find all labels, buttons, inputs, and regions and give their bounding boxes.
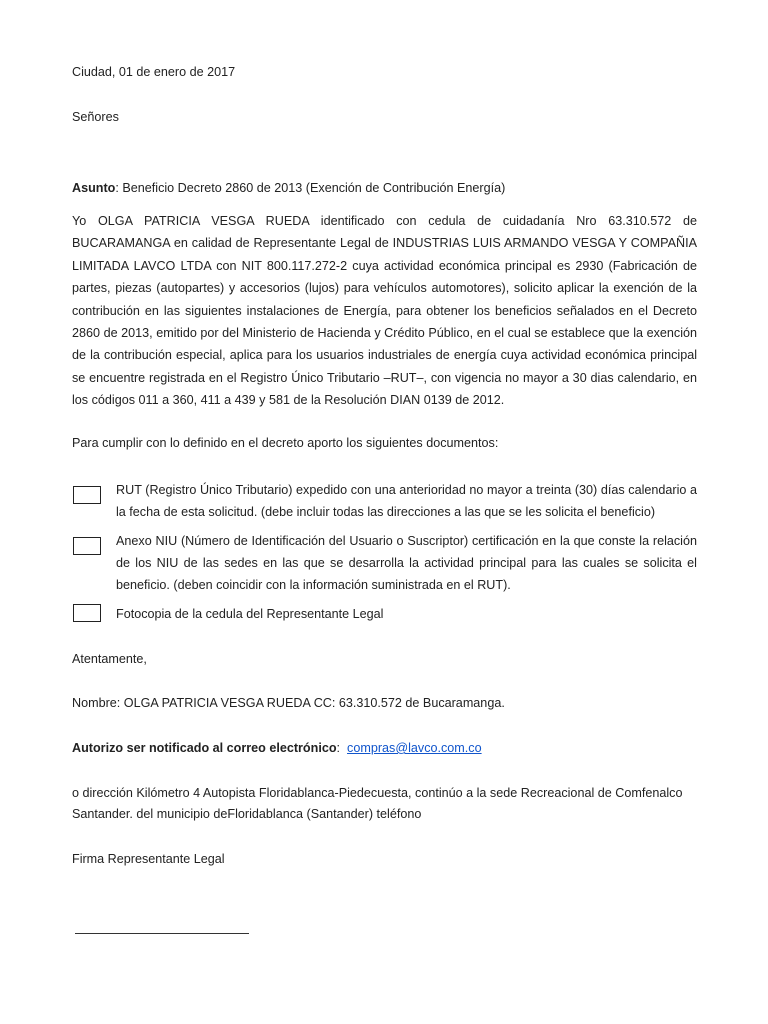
date-line: Ciudad, 01 de enero de 2017 <box>72 65 236 79</box>
email-label: Autorizo ser notificado al correo electrónico <box>72 741 337 755</box>
signature-label: Firma Representante Legal <box>72 852 225 866</box>
checkbox-niu[interactable] <box>73 537 101 555</box>
signature-line <box>75 933 249 934</box>
email-line <box>72 741 482 755</box>
documents-intro: Para cumplir con lo definido en el decreto aporto los siguientes documentos: <box>72 436 499 450</box>
subject-text: : Beneficio Decreto 2860 de 2013 (Exención de Contribución Energía) <box>115 181 506 195</box>
document-text-cedula: Fotocopia de la cedula del Representante Legal <box>116 607 384 621</box>
checkbox-rut[interactable] <box>73 486 101 504</box>
subject-label: Asunto <box>72 181 116 195</box>
address-line-2: Santander. del municipio deFloridablanca (Santander) teléfono <box>72 807 422 821</box>
name-line: Nombre: OLGA PATRICIA VESGA RUEDA CC: 63.310.572 de Bucaramanga. <box>72 696 505 710</box>
closing: Atentamente, <box>72 652 147 666</box>
email-separator: : <box>336 741 348 755</box>
document-text-niu: Anexo NIU (Número de Identificación del Usuario o Suscriptor) certificación en la que conste la relación de los NIU de las sedes en las que se desarrolla la actividad principal para las cuales se solicita el beneficio. (deben coincidir con la información suministrada en el RUT). <box>116 534 697 592</box>
subject-line <box>72 181 505 195</box>
document-text-rut: RUT (Registro Único Tributario) expedido con una anterioridad no mayor a treinta (30) días calendario a la fecha de esta solicitud. (debe incluir todas las direcciones a las que se les solicita el beneficio) <box>116 483 697 519</box>
checkbox-cedula[interactable] <box>73 604 101 622</box>
salutation: Señores <box>72 110 119 124</box>
email-link[interactable]: compras@lavco.com.co <box>347 741 482 755</box>
address-line-1: o dirección Kilómetro 4 Autopista Floridablanca-Piedecuesta, continúo a la sede Recreacional de Comfenalco <box>72 786 683 800</box>
body-paragraph: Yo OLGA PATRICIA VESGA RUEDA identificado con cedula de cuidadanía Nro 63.310.572 de BUCARAMANGA en calidad de Representante Legal de INDUSTRIAS LUIS ARMANDO VESGA Y COMPAÑIA LIMITADA LAVCO LTDA con NIT 800.117.272-2 cuya actividad económica principal es 2930 (Fabricación de partes, piezas (autopartes) y accesorios (lujos) para vehículos automotores), solicito aplicar la exención de la contribución en las siguientes instalaciones de Energía, para obtener los beneficios señalados en el Decreto 2860 de 2013, emitido por del Ministerio de Hacienda y Crédito Público, en el cual se establece que la exención de la contribución especial, aplica para los usuarios industriales de energía cuya actividad económica principal se encuentre registrada en el Registro Único Tributario –RUT–, con vigencia no mayor a 30 dias calendario, en los códigos 011 a 360, 411 a 439 y 581 de la Resolución DIAN 0139 de 2012. <box>72 214 697 408</box>
